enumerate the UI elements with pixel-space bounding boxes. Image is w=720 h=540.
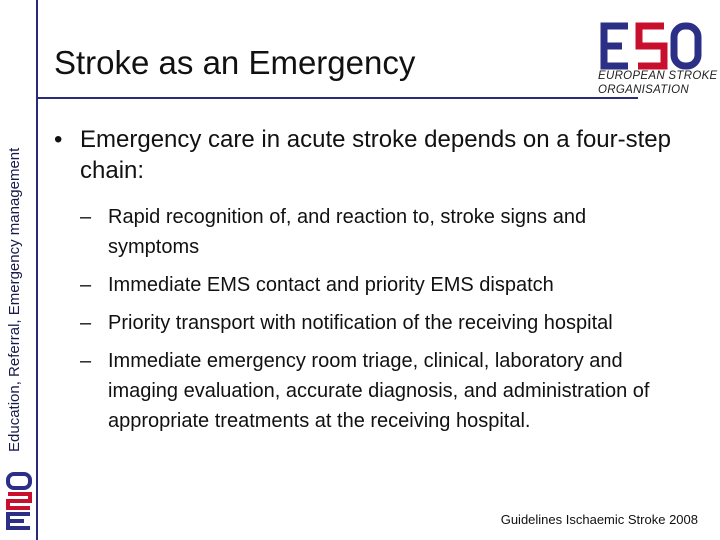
sub-bullet-text: Immediate EMS contact and priority EMS dispatch — [108, 274, 554, 296]
sub-bullet-marker: – — [80, 206, 92, 228]
sub-bullet-marker: – — [80, 274, 92, 296]
logo-main-text: ESO — [594, 14, 597, 15]
sidebar-vertical-label: Education, Referral, Emergency management — [6, 147, 23, 452]
logo-line-2: ORGANISATION — [598, 84, 689, 96]
main-bullet-text: Emergency care in acute stroke depends on a four-step chain: — [80, 126, 671, 184]
main-bullet — [54, 124, 704, 186]
sub-bullet-marker: – — [80, 312, 92, 334]
slide-title: Stroke as an Emergency — [54, 44, 416, 81]
sub-bullet-text: Immediate emergency room triage, clinical, laboratory and imaging evaluation, accurate diagnosis, and administration of appropriate treatments at the receiving hospital. — [108, 350, 650, 432]
title-divider — [38, 97, 638, 99]
slide-content — [54, 124, 704, 444]
sub-bullet — [80, 270, 704, 300]
sub-bullet-text: Priority transport with notification of the receiving hospital — [108, 312, 613, 334]
logo-line-1: EUROPEAN STROKE — [598, 70, 718, 82]
sidebar — [0, 0, 38, 540]
bullet-marker: • — [54, 126, 63, 153]
sidebar-logo-text: ESO — [4, 468, 7, 469]
sub-bullet-list — [80, 202, 704, 436]
sub-bullet — [80, 308, 704, 338]
sub-bullet-marker: – — [80, 350, 92, 372]
sub-bullet — [80, 202, 704, 262]
sub-bullet — [80, 346, 704, 436]
eso-sidebar-logo-icon — [4, 468, 34, 532]
footer-citation: Guidelines Ischaemic Stroke 2008 — [500, 512, 698, 527]
sub-bullet-text: Rapid recognition of, and reaction to, stroke signs and symptoms — [108, 206, 587, 258]
